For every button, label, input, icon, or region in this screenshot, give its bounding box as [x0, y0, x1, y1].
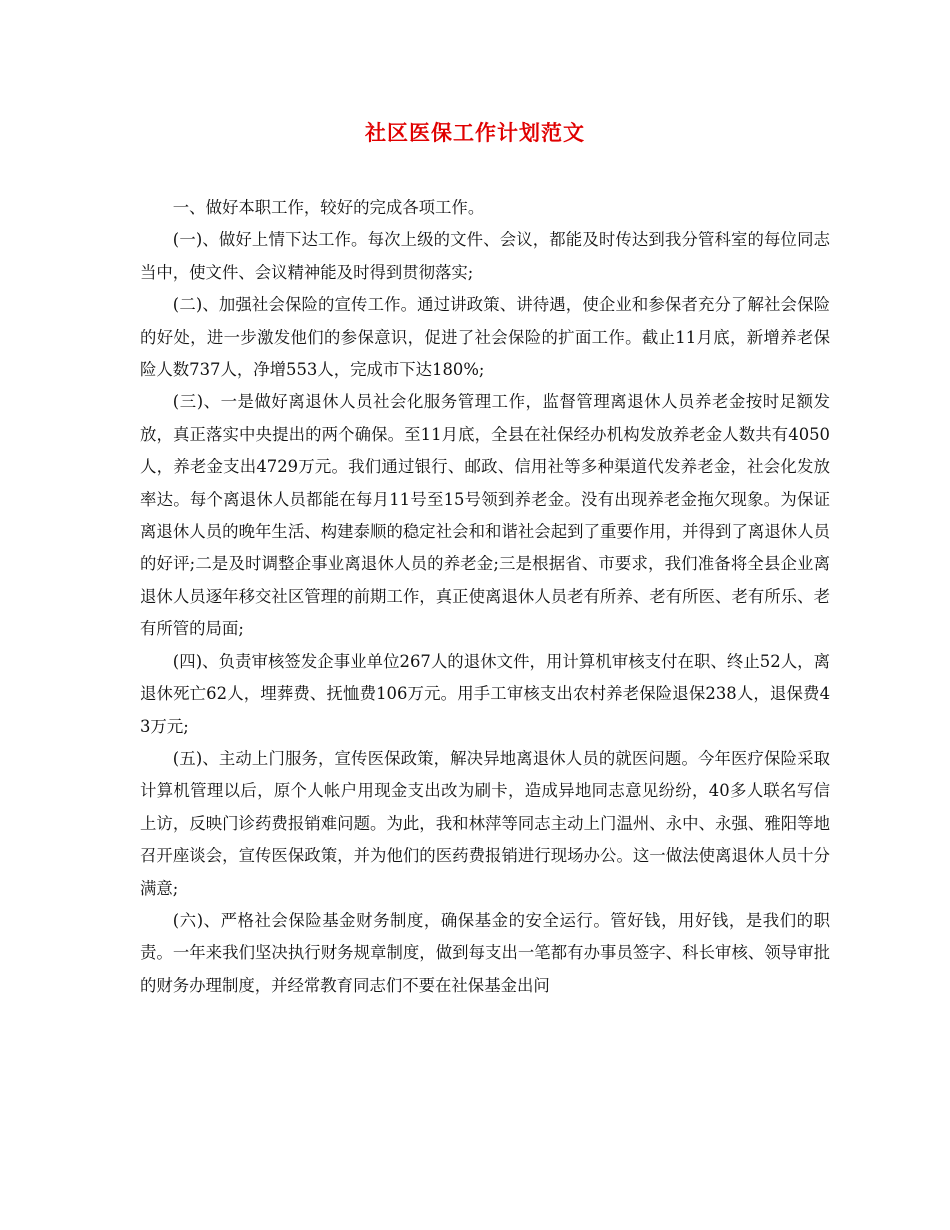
paragraph-intro: 一、做好本职工作，较好的完成各项工作。: [172, 198, 485, 217]
paragraph-2: (二)、加强社会保险的宣传工作。通过讲政策、讲待遇，使企业和参保者充分了解社会保险的好处，进一步激发他们的参保意识，促进了社会保险的扩面工作。截止11月底，新增养老保险人数737人，净增553人，完成市下达180%;: [140, 295, 830, 380]
paragraph-3: (三)、一是做好离退休人员社会化服务管理工作，监督管理离退休人员养老金按时足额发放，真正落实中央提出的两个确保。至11月底，全县在社保经办机构发放养老金人数共有4050人，养老金支出4729万元。我们通过银行、邮政、信用社等多种渠道代发养老金，社会化发放率达。每个离退休人员都能在每月11号至15号领到养老金。没有出现养老金拖欠现象。为保证离退休人员的晚年生活、构建泰顺的稳定社会和和谐社会起到了重要作用，并得到了离退休人员的好评;二是及时调整企事业离退休人员的养老金;三是根据省、市要求，我们准备将全县企业离退休人员逐年移交社区管理的前期工作，真正使离退休人员老有所养、老有所医、老有所乐、老有所管的局面;: [140, 392, 830, 639]
document-title: 社区医保工作计划范文: [365, 120, 585, 145]
paragraph-6: (六)、严格社会保险基金财务制度，确保基金的安全运行。管好钱，用好钱，是我们的职责。一年来我们坚决执行财务规章制度，做到每支出一笔都有办事员签字、科长审核、领导审批的财务办理制度，并经常教育同志们不要在社保基金出问: [140, 910, 830, 995]
document-body: [140, 192, 830, 1002]
paragraph-1: (一)、做好上情下达工作。每次上级的文件、会议，都能及时传达到我分管科室的每位同志当中，使文件、会议精神能及时得到贯彻落实;: [140, 230, 830, 282]
paragraph-5: (五)、主动上门服务，宣传医保政策，解决异地离退休人员的就医问题。今年医疗保险采取计算机管理以后，原个人帐户用现金支出改为刷卡，造成异地同志意见纷纷，40多人联名写信上访，反映门诊药费报销难问题。为此，我和林萍等同志主动上门温州、永中、永强、雅阳等地召开座谈会，宣传医保政策，并为他们的医药费报销进行现场办公。这一做法使离退休人员十分满意;: [140, 748, 830, 898]
paragraph-4: (四)、负责审核签发企事业单位267人的退休文件，用计算机审核支付在职、终止52人，离退休死亡62人，埋葬费、抚恤费106万元。用手工审核支出农村养老保险退保238人，退保费43万元;: [140, 651, 830, 736]
